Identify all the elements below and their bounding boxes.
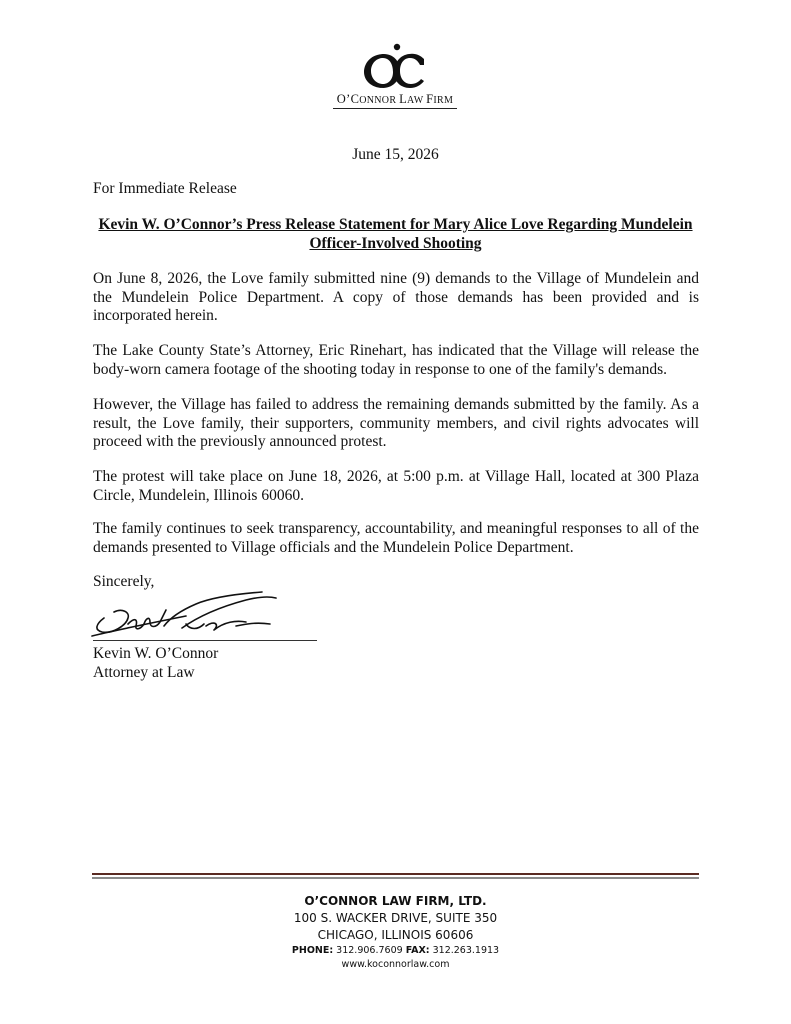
footer-contact-numbers bbox=[0, 944, 791, 958]
fax-number: 312.263.1913 bbox=[432, 945, 500, 956]
footer-website: www.koconnorlaw.com bbox=[341, 959, 450, 970]
footer-firm-name: O’CONNOR LAW FIRM, LTD. bbox=[304, 894, 487, 908]
release-date: June 15, 2026 bbox=[352, 146, 439, 163]
footer-rule-light bbox=[92, 877, 699, 879]
phone-number: 312.906.7609 bbox=[336, 945, 403, 956]
headline bbox=[93, 215, 698, 253]
footer-rule-dark bbox=[92, 873, 699, 875]
paragraph-transparency: The family continues to seek transparency, accountability, and meaningful responses to all of the demands presented to Village officials and the Mundelein Police Department. bbox=[93, 520, 699, 556]
firm-logo bbox=[300, 42, 490, 109]
footer-address-line-1: 100 S. WACKER DRIVE, SUITE 350 bbox=[293, 911, 498, 925]
handwritten-signature bbox=[86, 588, 286, 644]
footer-address-line-2: CHICAGO, ILLINOIS 60606 bbox=[317, 928, 474, 942]
fax-label: FAX: bbox=[405, 945, 430, 956]
release-line: For Immediate Release bbox=[93, 180, 237, 197]
footer bbox=[0, 893, 791, 972]
firm-name-wordmark: O’CONNOR LAW FIRM bbox=[333, 92, 457, 109]
signer-block bbox=[93, 645, 218, 682]
paragraph-protest-details: The protest will take place on June 18, 2026, at 5:00 p.m. at Village Hall, located at 300 Plaza Circle, Mundelein, Illinois 60060. bbox=[93, 468, 699, 504]
headline-line-1: Kevin W. O’Connor’s Press Release Statement for Mary Alice Love Regarding Mundelein bbox=[98, 216, 693, 233]
signer-title: Attorney at Law bbox=[93, 663, 195, 681]
paragraph-demands: On June 8, 2026, the Love family submitted nine (9) demands to the Village of Mundelein and the Mundelein Police Department. A copy of those demands has been provided and is incorporated herein. bbox=[93, 270, 699, 324]
paragraph-protest-announcement: However, the Village has failed to address the remaining demands submitted by the family. As a result, the Love family, their supporters, community members, and civil rights advocates will proceed with the previously announced protest. bbox=[93, 396, 699, 450]
oc-monogram-icon bbox=[360, 42, 430, 90]
signer-name: Kevin W. O’Connor bbox=[93, 645, 219, 662]
closing: Sincerely, bbox=[93, 573, 155, 590]
headline-line-2: Officer-Involved Shooting bbox=[309, 235, 482, 252]
phone-label: PHONE: bbox=[291, 945, 334, 956]
signature-line bbox=[93, 640, 317, 641]
paragraph-footage: The Lake County State’s Attorney, Eric Rinehart, has indicated that the Village will release the body-worn camera footage of the shooting today in response to one of the family's demands. bbox=[93, 342, 699, 378]
